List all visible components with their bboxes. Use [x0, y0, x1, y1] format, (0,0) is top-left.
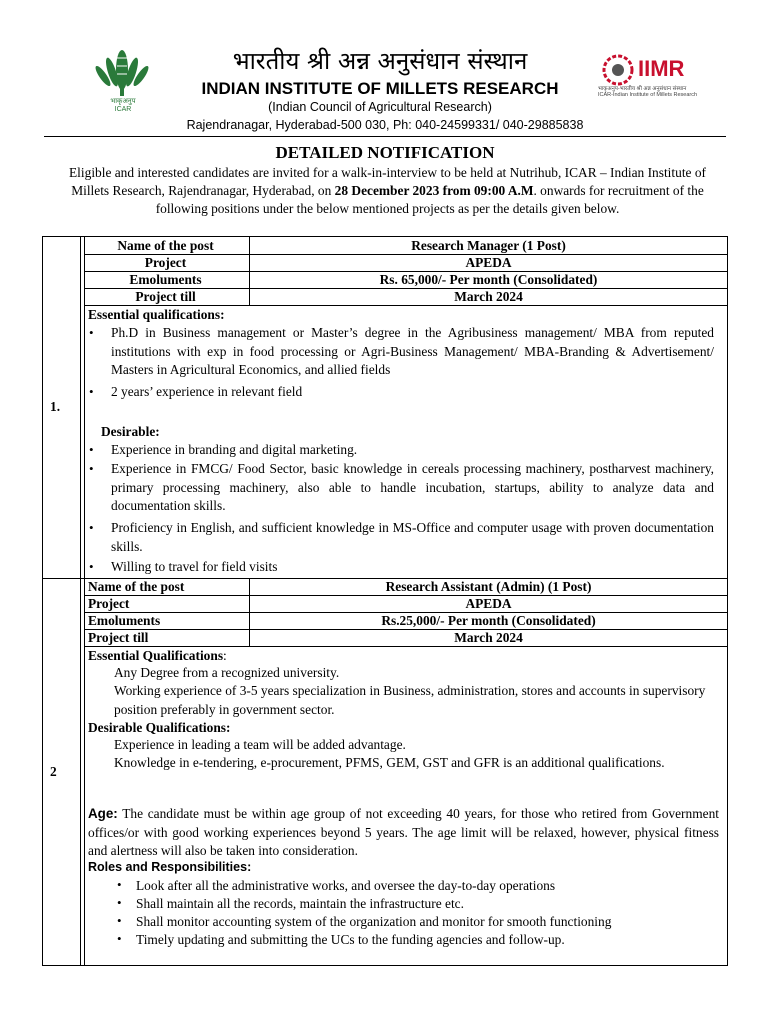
post1-desirable-4: Willing to travel for field visits: [111, 559, 278, 574]
post2-label-name: Name of the post: [88, 579, 185, 594]
header-divider: [44, 136, 726, 137]
post2-role-2: Shall maintain all the records, maintain the infrastructure etc.: [136, 896, 464, 911]
post1-desirable-2: Experience in FMCG/ Food Sector, basic knowledge in cereals processing machinery, postharvest machinery, primary processing machinery, also able to handle incubation, startups, ability to analyze data and documentation skills.: [111, 461, 714, 513]
bullet-icon: •: [89, 325, 94, 340]
post1-desirable-1: Experience in branding and digital marketing.: [111, 442, 358, 457]
iimr-emblem-icon: [600, 52, 636, 88]
post1-label-till: Project till: [135, 289, 196, 304]
bullet-icon: •: [89, 520, 94, 535]
post2-essential-heading: Essential Qualifications: [88, 648, 224, 663]
post2-role-1: Look after all the administrative works, and oversee the day-to-day operations: [136, 878, 556, 893]
institute-address: Rajendranagar, Hyderabad-500 030, Ph: 040-24599331/ 040-29885838: [186, 118, 584, 132]
bullet-icon: •: [89, 442, 94, 457]
age-label: Age:: [88, 806, 118, 821]
post1-label-emoluments: Emoluments: [129, 272, 202, 287]
post1-essential-1: Ph.D in Business management or Master’s degree in the Agribusiness management/ MBA from reputed institutions with exp in food processing or Agri-Business Management/ MBA-Branding & Advertisement/ Masters in Agricultural Economics, and allied fields: [111, 325, 714, 377]
post2-serial: 2: [50, 764, 57, 779]
post2-roles-heading: Roles and Responsibilities:: [88, 860, 252, 874]
post1-label-project: Project: [144, 255, 187, 270]
bullet-icon: •: [89, 559, 94, 574]
notification-intro: [50, 164, 725, 218]
bullet-icon: •: [117, 931, 122, 946]
post2-role-3: Shall monitor accounting system of the organization and monitor for smooth functioning: [136, 914, 612, 929]
bullet-icon: •: [89, 461, 94, 476]
post2-desirable-heading: Desirable Qualifications:: [88, 720, 231, 735]
post1-value-name: Research Manager (1 Post): [411, 238, 566, 253]
interview-date: 28 December 2023 from 09:00 A.M: [334, 183, 534, 198]
bullet-icon: •: [117, 877, 122, 892]
post1-desirable-heading: Desirable:: [101, 424, 160, 439]
post1-essential-heading: Essential qualifications:: [88, 307, 225, 322]
intro-text-2: . onwards for recruitment of the following positions under the below mentioned projects as per the details given below.: [155, 183, 704, 216]
post2-label-till: Project till: [88, 630, 149, 645]
iimr-logo-text: IIMR: [638, 56, 685, 81]
bullet-icon: •: [117, 913, 122, 928]
institute-name: INDIAN INSTITUTE OF MILLETS RESEARCH: [201, 79, 559, 98]
hindi-institute-title: भारतीय श्री अन्न अनुसंधान संस्थान: [232, 47, 528, 75]
post2-value-till: March 2024: [454, 630, 523, 645]
post2-desirable-2: Knowledge in e-tendering, e-procurement, PFMS, GEM, GST and GFR is an additional qualifications.: [114, 755, 665, 770]
icar-logo-text: भाकृअनुप ICAR: [110, 98, 136, 113]
parent-organization: (Indian Council of Agricultural Research): [268, 100, 492, 114]
post1-label-name: Name of the post: [117, 238, 214, 253]
post2-age-requirement: [88, 805, 719, 861]
post1-essential-2: 2 years’ experience in relevant field: [111, 384, 303, 399]
post1-serial: 1.: [50, 399, 61, 414]
post2-essential-2: Working experience of 3-5 years specialization in Business, administration, stores and accounts in supervisory position preferably in government sector.: [114, 683, 706, 717]
post1-value-till: March 2024: [454, 289, 523, 304]
iimr-tagline: भाकृअनुप-भारतीय श्री अन्न अनुसंधान संस्थान ICAR-Indian Institute of Millets Research: [598, 86, 698, 98]
age-text: The candidate must be within age group of not exceeding 40 years, for those who retired from Government offices/or with good working experiences beyond 5 years. The age limit will be relaxed, however, physical fitness and alertness will also be taken into consideration.: [88, 806, 719, 858]
post2-label-project: Project: [88, 596, 130, 611]
post2-value-name: Research Assistant (Admin) (1 Post): [385, 579, 592, 594]
post2-essential-heading-line: [88, 647, 227, 664]
post2-value-project: APEDA: [465, 596, 512, 611]
bullet-icon: •: [117, 895, 122, 910]
serial-column-divider: [80, 237, 81, 965]
letterhead: [0, 0, 770, 140]
intro-text-1: Eligible and interested candidates are invited for a walk-in-interview to be held at Nutrihub, ICAR – Indian Institute of Millets Research, Rajendranagar, Hyderabad, on: [69, 165, 706, 198]
post1-desirable-3: Proficiency in English, and sufficient knowledge in MS-Office and computer usage with proven documentation skills.: [111, 520, 714, 554]
post1-value-project: APEDA: [465, 255, 512, 270]
post2-desirable-1: Experience in leading a team will be added advantage.: [114, 737, 406, 752]
post1-value-emoluments: Rs. 65,000/- Per month (Consolidated): [379, 272, 598, 287]
notification-title: DETAILED NOTIFICATION: [275, 143, 495, 162]
post2-essential-1: Any Degree from a recognized university.: [114, 665, 340, 680]
post2-value-emoluments: Rs.25,000/- Per month (Consolidated): [381, 613, 596, 628]
serial-column-divider-2: [84, 237, 85, 965]
post2-role-4: Timely updating and submitting the UCs to the funding agencies and follow-up.: [136, 932, 565, 947]
post2-label-emoluments: Emoluments: [88, 613, 161, 628]
bullet-icon: •: [89, 384, 94, 399]
post2-essential-colon: :: [223, 648, 227, 663]
